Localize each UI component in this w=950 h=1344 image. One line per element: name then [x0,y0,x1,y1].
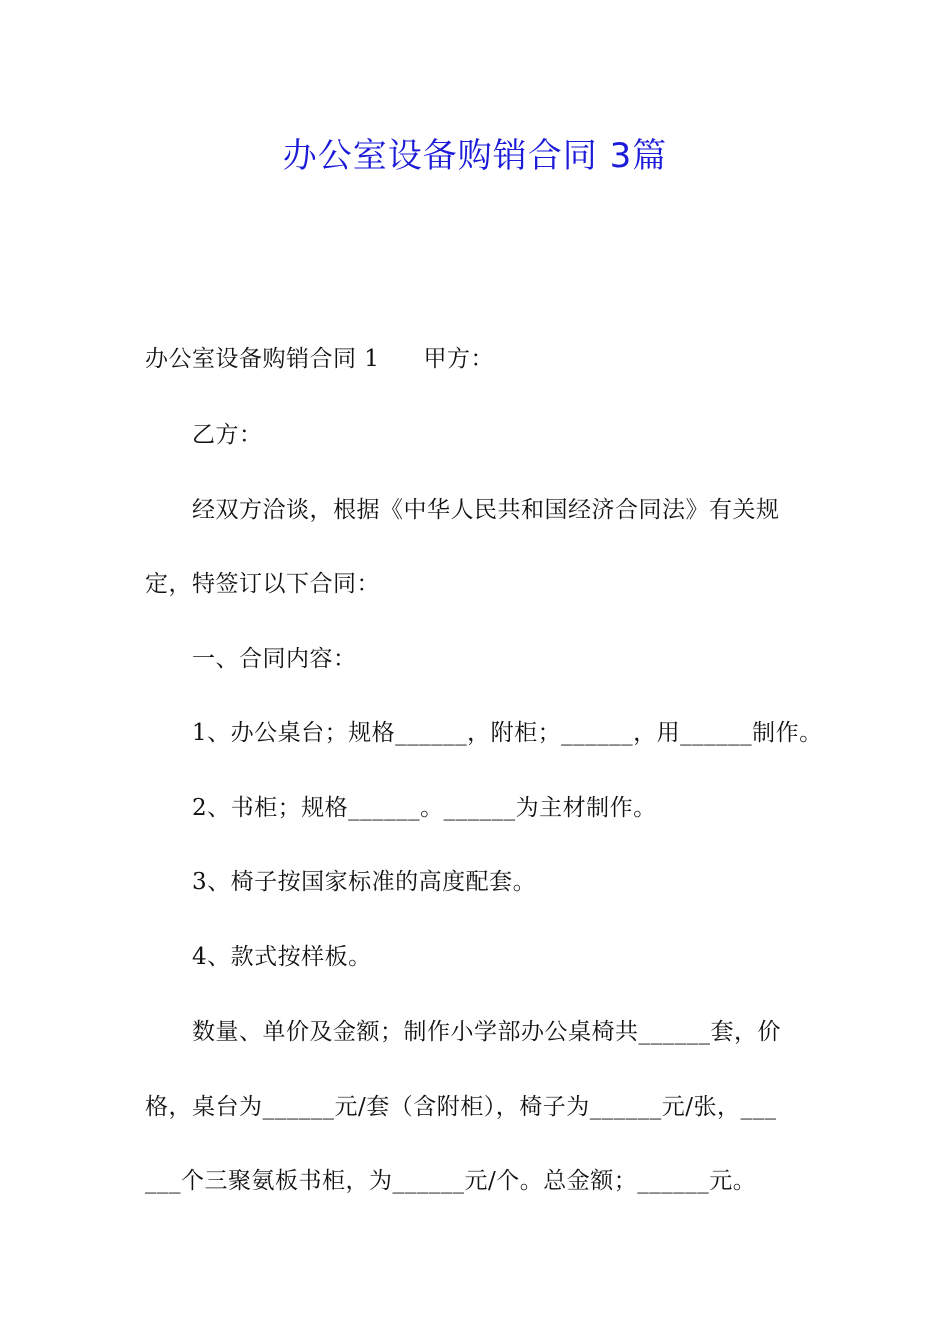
quantity-paragraph-line-1: 数量、单价及金额；制作小学部办公桌椅共______套，价 [192,1019,781,1045]
item-chair: 3、椅子按国家标准的高度配套。 [192,869,537,895]
section-heading-contract-content: 一、合同内容： [192,646,357,672]
document-title: 办公室设备购销合同 3篇 [282,136,668,176]
item-style: 4、款式按样板。 [192,944,372,970]
item-desk: 1、办公桌台；规格______，附柜；______，用______制作。 [192,720,823,746]
contract-number-label: 办公室设备购销合同 1 [145,346,380,372]
intro-paragraph-line-2: 定，特签订以下合同： [145,571,380,597]
party-b-label: 乙方： [192,422,263,448]
intro-paragraph-line-1: 经双方洽谈，根据《中华人民共和国经济合同法》有关规 [192,497,780,523]
quantity-paragraph-line-2: 格，桌台为______元/套（含附柜），椅子为______元/张，___ [145,1094,777,1120]
party-a-label: 甲方： [423,346,494,372]
quantity-paragraph-line-3: ___个三聚氨板书柜，为______元/个。总金额；______元。 [145,1168,757,1194]
item-bookcase: 2、书柜；规格______。______为主材制作。 [192,795,657,821]
contract-heading-line [145,344,494,374]
